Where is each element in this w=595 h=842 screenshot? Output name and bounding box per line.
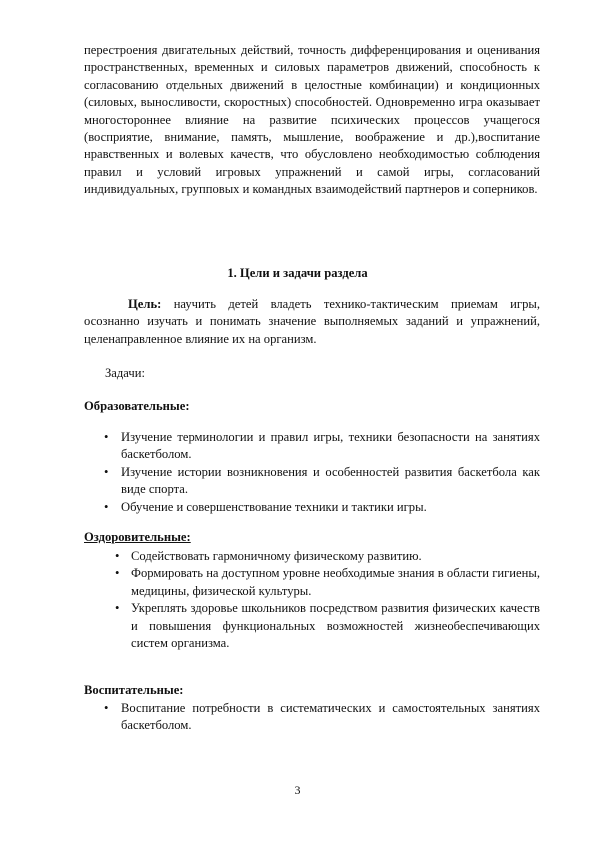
bullet-icon: • <box>115 601 120 616</box>
educational-list <box>104 429 540 516</box>
tasks-label: Задачи: <box>105 366 145 380</box>
health-title: Оздоровительные: <box>84 530 191 544</box>
goal-paragraph <box>84 296 540 348</box>
list-item: • Содействовать гармоничному физическому развитию. <box>131 548 540 565</box>
upbringing-list <box>104 700 540 735</box>
list-item: • Формировать на доступном уровне необходимые знания в области гигиены, медицины, физической культуры. <box>115 566 540 598</box>
health-list <box>115 548 540 652</box>
educational-title: Образовательные: <box>84 399 190 413</box>
list-item: • Воспитание потребности в систематических и самостоятельных занятиях баскетболом. <box>104 701 540 733</box>
bullet-icon: • <box>104 464 109 479</box>
page-number: 3 <box>294 783 301 797</box>
bullet-icon: • <box>115 549 120 563</box>
list-item: • Обучение и совершенствование техники и тактики игры. <box>121 499 540 516</box>
bullet-icon: • <box>104 430 109 444</box>
bullet-icon: • <box>104 701 109 715</box>
bullet-icon: • <box>104 499 109 514</box>
list-item: • Изучение истории возникновения и особенностей развития баскетбола как виде спорта. <box>104 464 540 497</box>
list-item: • Изучение терминологии и правил игры, техники безопасности на занятиях баскетболом. <box>104 430 540 462</box>
goal-text: научить детей владеть технико-тактическим приемам игры, осознанно изучать и понимать значение выполняемых заданий и упражнений, целенаправленное влияние их на организм. <box>84 297 540 346</box>
bullet-icon: • <box>115 566 120 581</box>
goal-label: Цель: <box>128 297 162 311</box>
upbringing-title: Воспитательные: <box>84 683 184 697</box>
section-heading: 1. Цели и задачи раздела <box>227 266 368 280</box>
list-item: • Укреплять здоровье школьников посредством развития физических качеств и повышения функциональных возможностей жизнеобеспечивающих систем организма. <box>115 601 540 651</box>
intro-paragraph: перестроения двигательных действий, точность дифференцирования и оценивания пространственных, временных и силовых параметров движений, способность к согласованию отдельных движений в целостные комбинации) и кондиционных (силовых, выносливости, скоростных) способностей. Одновременно игра оказывает многостороннее влияние на развитие психических процессов учащегося (восприятие, внимание, память, мышление, воображение и др.),воспитание нравственных и волевых качеств, что обусловлено необходимостью соблюдения правил и условий игровых упражнений и самой игры, согласований индивидуальных, групповых и командных взаимодействий партнеров и соперников. <box>84 43 540 197</box>
